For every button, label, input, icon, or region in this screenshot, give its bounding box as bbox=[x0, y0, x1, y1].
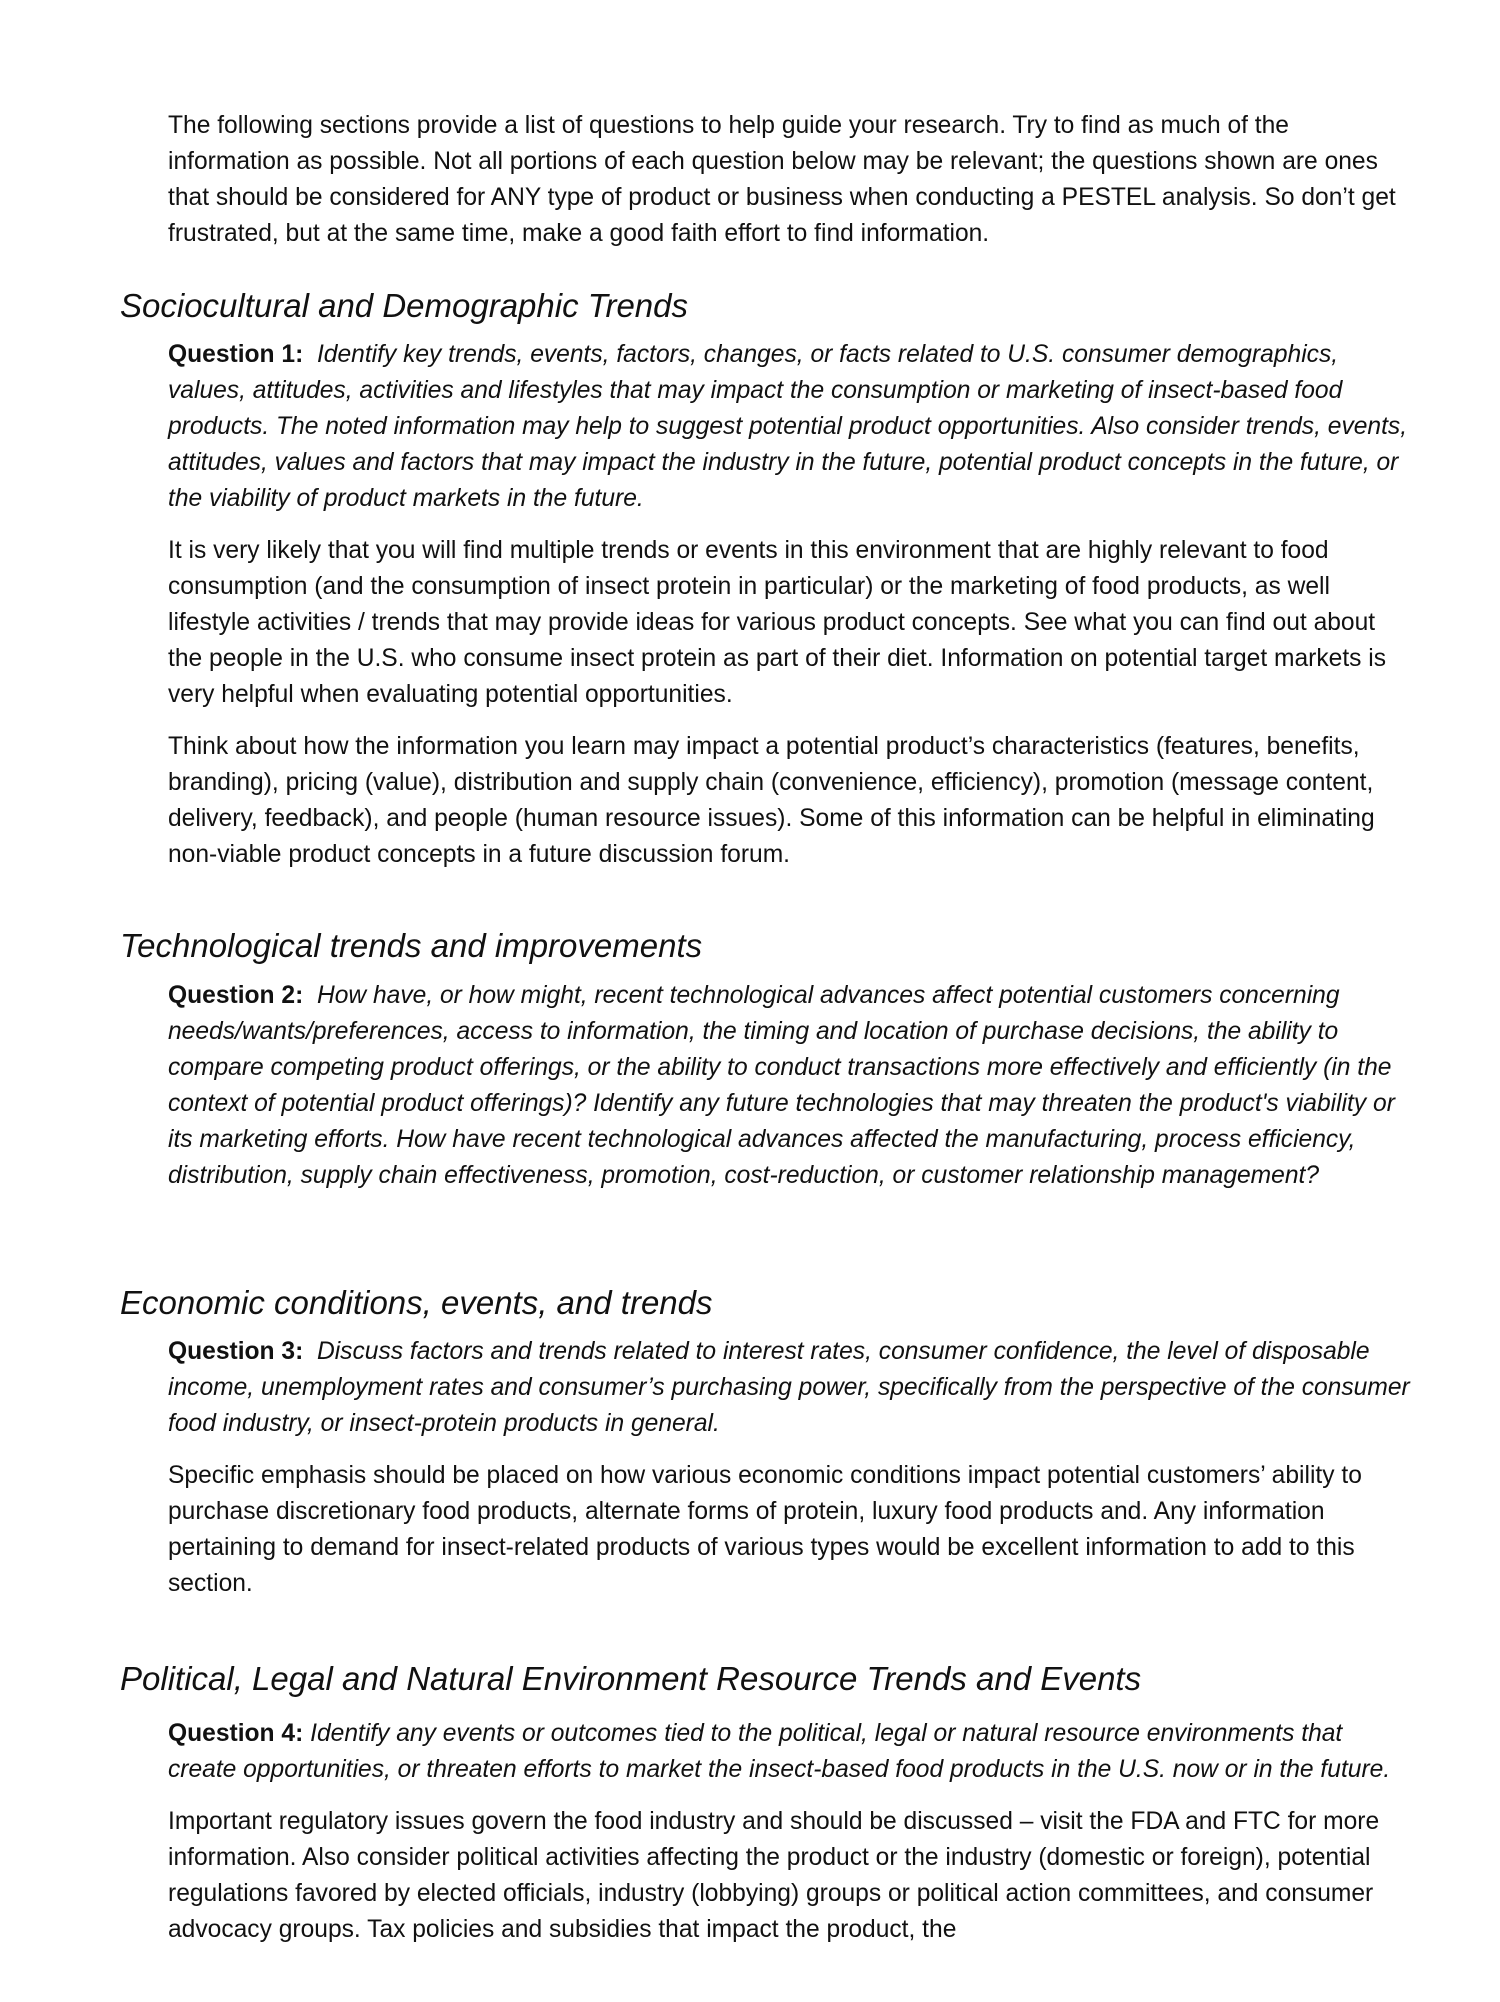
question-text: Discuss factors and trends related to interest rates, consumer confidence, the level of disposable income, unemployment rates and consumer’s purchasing power, specifically from the perspective of the consumer food industry, or insect-protein products in general. bbox=[168, 1338, 1410, 1437]
question-text: How have, or how might, recent technological advances affect potential customers concerning needs/wants/preferences, access to information, the timing and location of purchase decisions, the ability to compare competing product offerings, or the ability to conduct transactions more effectively and efficiently (in the context of potential product offerings)? Identify any future technologies that may threaten the product's viability or its marketing efforts. How have recent technological advances affected the manufacturing, process efficiency, distribution, supply chain effectiveness, promotion, cost-reduction, or customer relationship management? bbox=[168, 982, 1395, 1189]
section-title-sociocultural: Sociocultural and Demographic Trends bbox=[120, 287, 689, 324]
body-paragraph: Think about how the information you learn may impact a potential product’s characteristics (features, benefits, branding), pricing (value), distribution and supply chain (convenience, efficiency), promotion (message content, delivery, feedback), and people (human resource issues). Some of this information can be helpful in eliminating non-viable product concepts in a future discussion forum. bbox=[168, 733, 1375, 868]
body-paragraph: It is very likely that you will find multiple trends or events in this environment that are highly relevant to food consumption (and the consumption of insect protein in particular) or the marketing of food products, as well lifestyle activities / trends that may provide ideas for various product concepts. See what you can find out about the people in the U.S. who consume insect protein as part of their diet. Information on potential target markets is very helpful when evaluating potential opportunities. bbox=[168, 537, 1387, 708]
body-paragraph: Important regulatory issues govern the food industry and should be discussed – visit the FDA and FTC for more information. Also consider political activities affecting the product or the industry (domestic or foreign), potential regulations favored by elected officials, industry (lobbying) groups or political action committees, and consumer advocacy groups. Tax policies and subsidies that impact the product, the bbox=[168, 1808, 1380, 1943]
section-body-sociocultural bbox=[168, 337, 1413, 889]
question-label: Question 3: bbox=[168, 1338, 304, 1365]
question-1 bbox=[168, 337, 1413, 517]
section-body-political bbox=[168, 1716, 1413, 1964]
question-label: Question 4: bbox=[168, 1720, 304, 1747]
section-title-economic: Economic conditions, events, and trends bbox=[120, 1284, 713, 1321]
body-paragraph: Specific emphasis should be placed on how various economic conditions impact potential customers’ ability to purchase discretionary food products, alternate forms of protein, luxury food products and. Any information pertaining to demand for insect-related products of various types would be excellent information to add to this section. bbox=[168, 1462, 1362, 1597]
question-label: Question 2: bbox=[168, 982, 304, 1009]
section-title-technological: Technological trends and improvements bbox=[120, 927, 703, 964]
question-4 bbox=[168, 1716, 1413, 1788]
question-text: Identify key trends, events, factors, changes, or facts related to U.S. consumer demographics, values, attitudes, activities and lifestyles that may impact the consumption or marketing of insect-based food products. The noted information may help to suggest potential product opportunities. Also consider trends, events, attitudes, values and factors that may impact the industry in the future, potential product concepts in the future, or the viability of product markets in the future. bbox=[168, 341, 1408, 512]
question-2 bbox=[168, 978, 1413, 1194]
question-text: Identify any events or outcomes tied to the political, legal or natural resource environments that create opportunities, or threaten efforts to market the insect-based food products in the U.S. now or in the future. bbox=[168, 1720, 1391, 1783]
section-body-economic bbox=[168, 1334, 1413, 1618]
section-title-political: Political, Legal and Natural Environment Resource Trends and Events bbox=[120, 1660, 1142, 1697]
section-body-technological bbox=[168, 978, 1413, 1210]
question-label: Question 1: bbox=[168, 341, 304, 368]
intro-paragraph: The following sections provide a list of questions to help guide your research. Try to find as much of the information as possible. Not all portions of each question below may be relevant; the questions shown are ones that should be considered for ANY type of product or business when conducting a PESTEL analysis. So don’t get frustrated, but at the same time, make a good faith effort to find information. bbox=[168, 112, 1396, 247]
question-3 bbox=[168, 1334, 1413, 1442]
